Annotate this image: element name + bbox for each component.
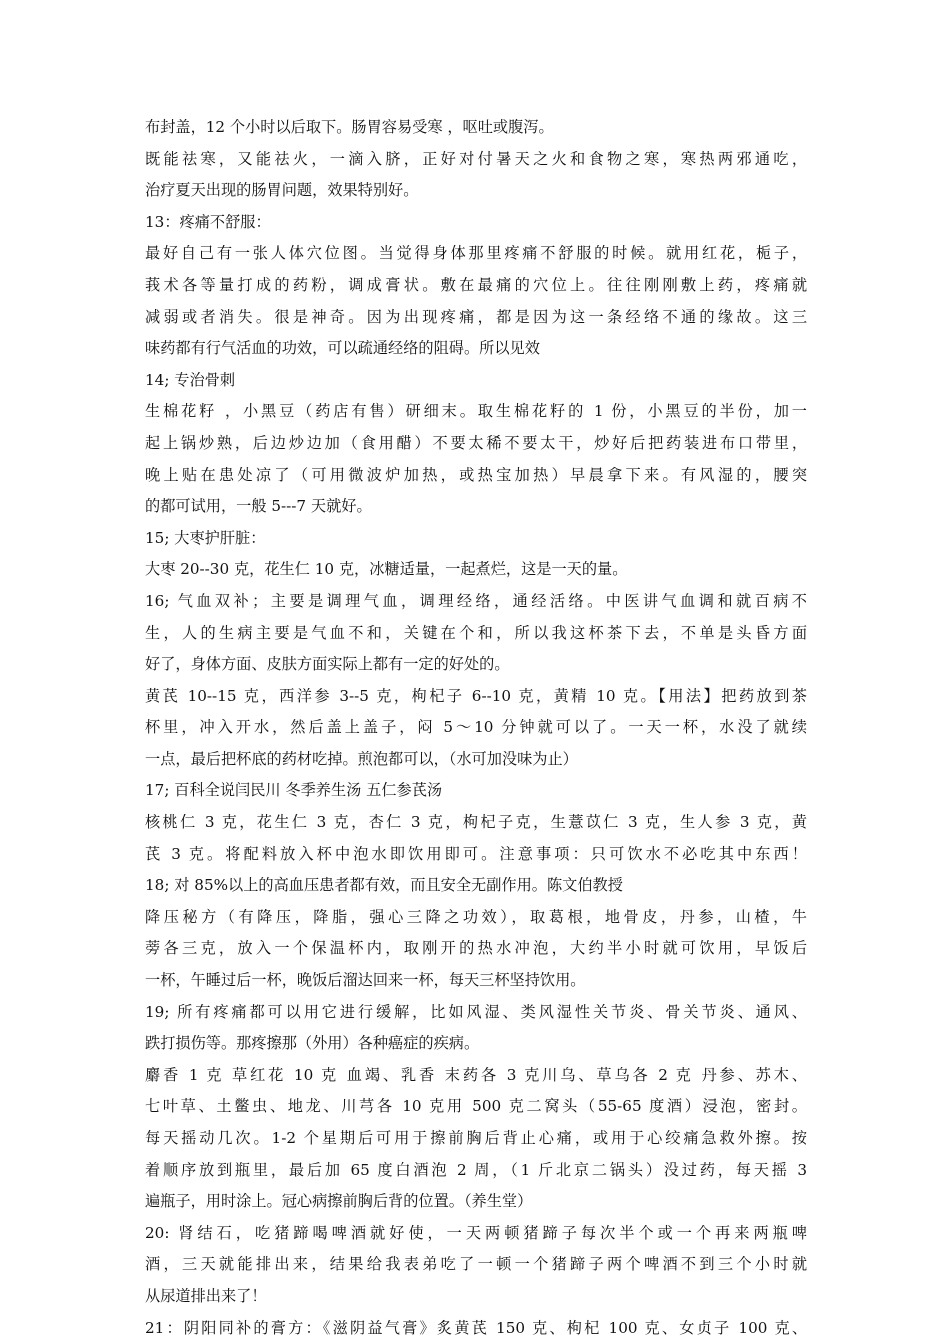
text-line: 19; 所有疼痛都可以用它进行缓解，比如风湿、类风湿性关节炎、骨关节炎、通风、 bbox=[145, 1002, 807, 1021]
text-line: 15; 大枣护肝脏： bbox=[145, 528, 266, 547]
text-line: 治疗夏天出现的肠胃问题，效果特别好。 bbox=[145, 181, 419, 200]
text-line: 16; 气血双补；主要是调理气血，调理经络，通经活络。中医讲气血调和就百病不 bbox=[145, 591, 807, 610]
text-line: 18; 对 85%以上的高血压患者都有效，而且安全无副作用。陈文伯教授 bbox=[145, 876, 623, 895]
text-line: 一点，最后把杯底的药材吃掉。煎泡都可以，（水可加没味为止） bbox=[145, 749, 578, 768]
text-line: 起上锅炒熟，后边炒边加（食用醋）不要太稀不要太干，炒好后把药装进布口带里， bbox=[145, 433, 807, 452]
text-line: 一杯，午睡过后一杯，晚饭后溜达回来一杯，每天三杯坚持饮用。 bbox=[145, 971, 586, 990]
text-line: 味药都有行气活血的功效，可以疏通经络的阻碍。所以见效 bbox=[145, 339, 540, 358]
text-line: 减弱或者消失。很是神奇。因为出现疼痛，都是因为这一条经络不通的缘故。这三 bbox=[145, 307, 807, 326]
text-line: 最好自己有一张人体穴位图。当觉得身体那里疼痛不舒服的时候。就用红花，栀子， bbox=[145, 244, 807, 263]
text-line: 21：阴阳同补的膏方：《滋阴益气膏》炙黄芪 150 克、枸杞 100 克、女贞子 100 克、 bbox=[145, 1318, 807, 1337]
text-line: 蒡各三克，放入一个保温杯内，取刚开的热水冲泡，大约半小时就可饮用，早饭后 bbox=[145, 939, 807, 958]
text-line: 生棉花籽 ，小黑豆（药店有售）研细末。取生棉花籽的 1 份，小黑豆的半份，加一 bbox=[145, 402, 807, 421]
text-line: 着顺序放到瓶里，最后加 65 度白酒泡 2 周，（1 斤北京二锅头）没过药，每天摇 3 bbox=[145, 1160, 807, 1179]
document-body bbox=[145, 112, 807, 1344]
text-line: 核桃仁 3 克，花生仁 3 克，杏仁 3 克，枸杞子克，生薏苡仁 3 克，生人参 3 克，黄 bbox=[145, 813, 807, 832]
text-line: 14; 专治骨刺 bbox=[145, 370, 236, 389]
text-line: 20: 肾结石，吃猪蹄喝啤酒就好使，一天两顿猪蹄子每次半个或一个再来两瓶啤 bbox=[145, 1223, 807, 1242]
text-line: 的都可试用，一般 5---7 天就好。 bbox=[145, 497, 372, 516]
text-line: 麝香 1 克 草红花 10 克 血竭、乳香 末药各 3 克川乌、草乌各 2 克 丹参、苏木、 bbox=[145, 1065, 807, 1084]
text-line: 每天摇动几次。1-2 个星期后可用于擦前胸后背止心痛，或用于心绞痛急救外擦。按 bbox=[145, 1129, 807, 1147]
text-line: 好了，身体方面、皮肤方面实际上都有一定的好处的。 bbox=[145, 655, 510, 674]
text-line: 从尿道排出来了！ bbox=[145, 1286, 267, 1305]
text-line: 七叶草、土鳖虫、地龙、川芎各 10 克用 500 克二窝头（55-65 度酒）浸泡，密封。 bbox=[145, 1097, 807, 1116]
text-line: 莪术各等量打成的药粉，调成膏状。敷在最痛的穴位上。往往刚刚敷上药，疼痛就 bbox=[145, 275, 807, 294]
text-line: 大枣 20--30 克，花生仁 10 克，冰糖适量，一起煮烂，这是一天的量。 bbox=[145, 560, 628, 579]
text-line: 既能祛寒，又能祛火，一滴入脐，正好对付暑天之火和食物之寒，寒热两邪通吃， bbox=[145, 149, 807, 168]
text-line: 13：疼痛不舒服： bbox=[145, 212, 271, 231]
text-line: 杯里，冲入开水，然后盖上盖子，闷 5～10 分钟就可以了。一天一杯，水没了就续 bbox=[145, 718, 807, 737]
text-line: 酒，三天就能排出来，结果给我表弟吃了一顿一个猪蹄子两个啤酒不到三个小时就 bbox=[145, 1255, 807, 1274]
text-line: 生，人的生病主要是气血不和，关键在个和，所以我这杯茶下去，不单是头昏方面 bbox=[145, 623, 807, 642]
text-line: 布封盖，12 个小时以后取下。肠胃容易受寒 ，呕吐或腹泻。 bbox=[145, 118, 554, 136]
text-line: 跌打损伤等。那疼擦那（外用）各种癌症的疾病。 bbox=[145, 1034, 480, 1053]
text-line: 晚上贴在患处凉了（可用微波炉加热，或热宝加热）早晨拿下来。有风湿的，腰突 bbox=[145, 465, 807, 484]
text-line: 黄芪 10--15 克，西洋参 3--5 克，枸杞子 6--10 克，黄精 10 克。【用法】把药放到茶 bbox=[145, 686, 807, 705]
text-line: 遍瓶子，用时涂上。冠心病擦前胸后背的位置。（养生堂） bbox=[145, 1192, 533, 1211]
text-line: 17; 百科全说闫民川 冬季养生汤 五仁参芪汤 bbox=[145, 781, 443, 800]
text-line: 降压秘方（有降压，降脂，强心三降之功效），取葛根，地骨皮，丹参，山楂，牛 bbox=[145, 907, 807, 926]
text-line: 芪 3 克。将配料放入杯中泡水即饮用即可。注意事项：只可饮水不必吃其中东西！ bbox=[145, 844, 807, 863]
